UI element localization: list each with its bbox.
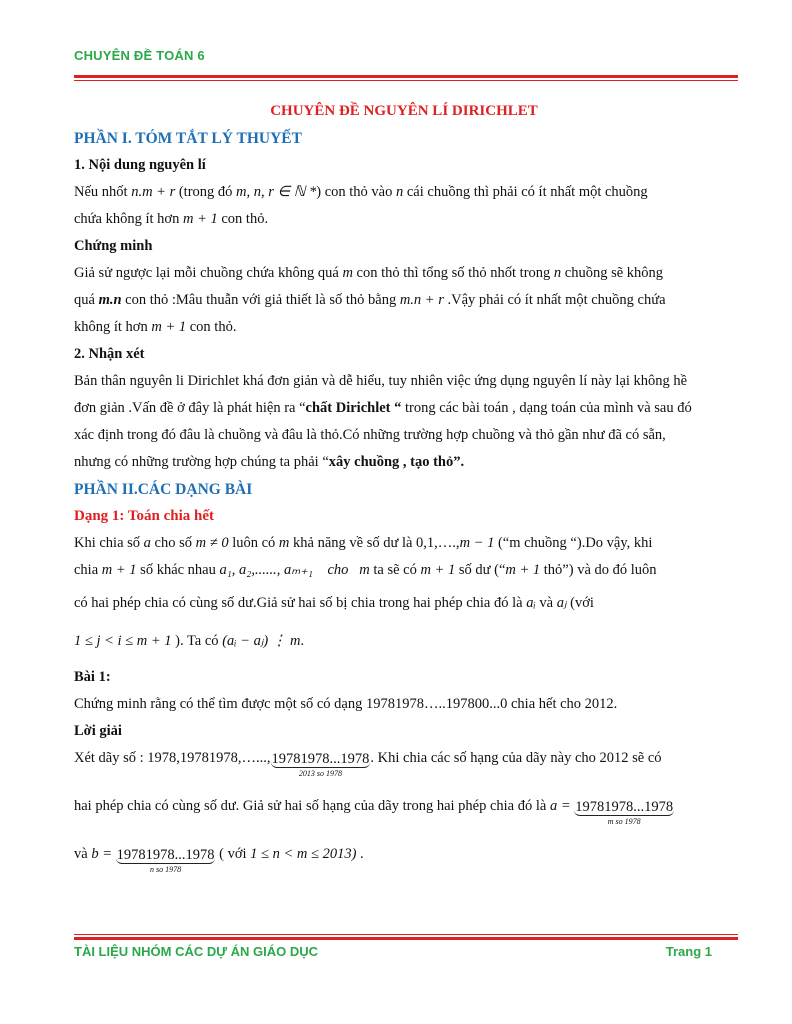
solution-line-1: Xét dãy số : 1978,19781978,…..., 19781978...1978 2013 so 1978 . Khi chia các số hạng của dãy này cho 2012 sẽ có — [74, 750, 662, 778]
underbrace-expr: 19781978...1978 2013 so 1978 — [271, 751, 370, 778]
header-rule-thick — [74, 75, 738, 78]
header-rule-thin — [74, 80, 738, 81]
paragraph-divisibility: Khi chia số a cho số m ≠ 0 luôn có m khả năng về số dư là 0,1,….,m − 1 (“m chuồng “).Do vậy, khi chia m + 1 số khác nhau a₁, a₂,......, aₘ₊₁ cho m ta sẽ có m + 1 số dư (“m + 1 thỏ”) và do đó luôn — [74, 535, 657, 578]
math-expr: m + 1 — [182, 211, 218, 227]
section-heading-1: 1. Nội dung nguyên lí — [74, 157, 206, 173]
part-2-heading: PHẦN II.CÁC DẠNG BÀI — [74, 481, 253, 498]
solution-heading: Lời giải — [74, 723, 122, 739]
math-expr: (aᵢ − aⱼ) ⋮ m — [222, 633, 301, 649]
math-expr: m ≠ 0 — [195, 535, 229, 551]
paragraph-principle: Nếu nhốt n.m + r (trong đó m, n, r ∈ ℕ *) con thỏ vào n cái chuồng thì phải có ít nhất một chuồng chứa không ít hơn m + 1 con thỏ. — [74, 184, 648, 227]
math-expr: m — [342, 265, 353, 281]
math-expr: a = — [549, 798, 571, 814]
footer-rule-thin — [74, 934, 738, 935]
document-title: CHUYÊN ĐỀ NGUYÊN LÍ DIRICHLET — [270, 103, 538, 119]
paragraph-proof: Giả sử ngược lại mỗi chuồng chứa không quá m con thỏ thì tổng số thỏ nhốt trong n chuồng sẽ không quá m.n con thỏ :Mâu thuẫn với giả thiết là số thỏ bằng m.n + r .Vậy phải có ít nhất một chuồng chứa không ít hơn m + 1 con thỏ. — [74, 265, 666, 335]
math-expr: aⱼ — [556, 595, 567, 611]
math-expr: m + 1 — [420, 562, 456, 578]
math-expr: n — [553, 265, 562, 281]
math-expr: m − 1 — [459, 535, 495, 551]
math-expr: 1 ≤ j < i ≤ m + 1 — [74, 633, 172, 649]
math-expr: 1 ≤ n < m ≤ 2013) — [250, 846, 357, 862]
paragraph-divisibility-cont: có hai phép chia có cùng số dư.Giả sử hai số bị chia trong hai phép chia đó là aᵢ và aⱼ (với 1 ≤ j < i ≤ m + 1 ). Ta có (aᵢ − aⱼ) ⋮ m. — [74, 595, 594, 649]
math-expr: m — [278, 535, 290, 551]
footer-rule-thick — [74, 937, 738, 940]
math-expr: m.n + r — [399, 292, 444, 308]
solution-line-3: và b = 19781978...1978 n so 1978 ( với 1 ≤ n < m ≤ 2013) . — [74, 846, 364, 874]
underbrace-expr: 19781978...1978 m so 1978 — [575, 799, 674, 826]
section-heading-proof: Chứng minh — [74, 238, 153, 254]
math-expr: a₁, a₂,......, aₘ₊₁ — [219, 562, 313, 578]
math-expr: m, n, r ∈ ℕ * — [236, 184, 317, 200]
math-expr: m + 1 — [505, 562, 541, 578]
math-expr: m — [359, 562, 370, 578]
math-expr: b = — [91, 846, 112, 862]
document-body — [74, 98, 734, 876]
page-number: Trang 1 — [665, 944, 712, 959]
math-expr: cho — [327, 562, 349, 578]
page-header: CHUYÊN ĐỀ TOÁN 6 — [74, 48, 205, 63]
paragraph-remark: Bản thân nguyên li Dirichlet khá đơn giản và dễ hiểu, tuy nhiên việc ứng dụng nguyên lí này lại không hề đơn giản .Vấn đề ở đây là phát hiện ra “chất Dirichlet “ trong các bài toán , dạng toán của mình và sau đó xác định trong đó đâu là chuồng và đâu là thỏ.Có những trường hợp chuồng và thỏ gần như đã có sẵn, nhưng có những trường hợp chúng ta phải “xây chuồng , tạo thỏ”. — [74, 373, 692, 470]
solution-line-2: hai phép chia có cùng số dư. Giả sử hai số hạng của dãy trong hai phép chia đó là a = 19781978...1978 m so 1978 — [74, 798, 674, 826]
math-expr: a — [143, 535, 151, 551]
exercise-1-statement: Chứng minh rằng có thể tìm được một số có dạng 19781978…..197800...0 chia hết cho 2012. — [74, 696, 618, 712]
math-expr: n.m + r — [131, 184, 176, 200]
part-1-heading: PHẦN I. TÓM TẮT LÝ THUYẾT — [74, 130, 302, 147]
section-heading-2: 2. Nhận xét — [74, 346, 145, 362]
exercise-1-heading: Bài 1: — [74, 669, 111, 685]
math-expr: m + 1 — [101, 562, 137, 578]
math-expr: m.n — [98, 292, 122, 308]
footer-left: TÀI LIỆU NHÓM CÁC DỰ ÁN GIÁO DỤC — [74, 944, 319, 959]
underbrace-expr: 19781978...1978 n so 1978 — [116, 847, 215, 874]
type-1-heading: Dạng 1: Toán chia hết — [74, 508, 215, 524]
math-expr: n — [396, 184, 404, 200]
math-expr: m + 1 — [151, 319, 187, 335]
math-expr: aᵢ — [526, 595, 536, 611]
